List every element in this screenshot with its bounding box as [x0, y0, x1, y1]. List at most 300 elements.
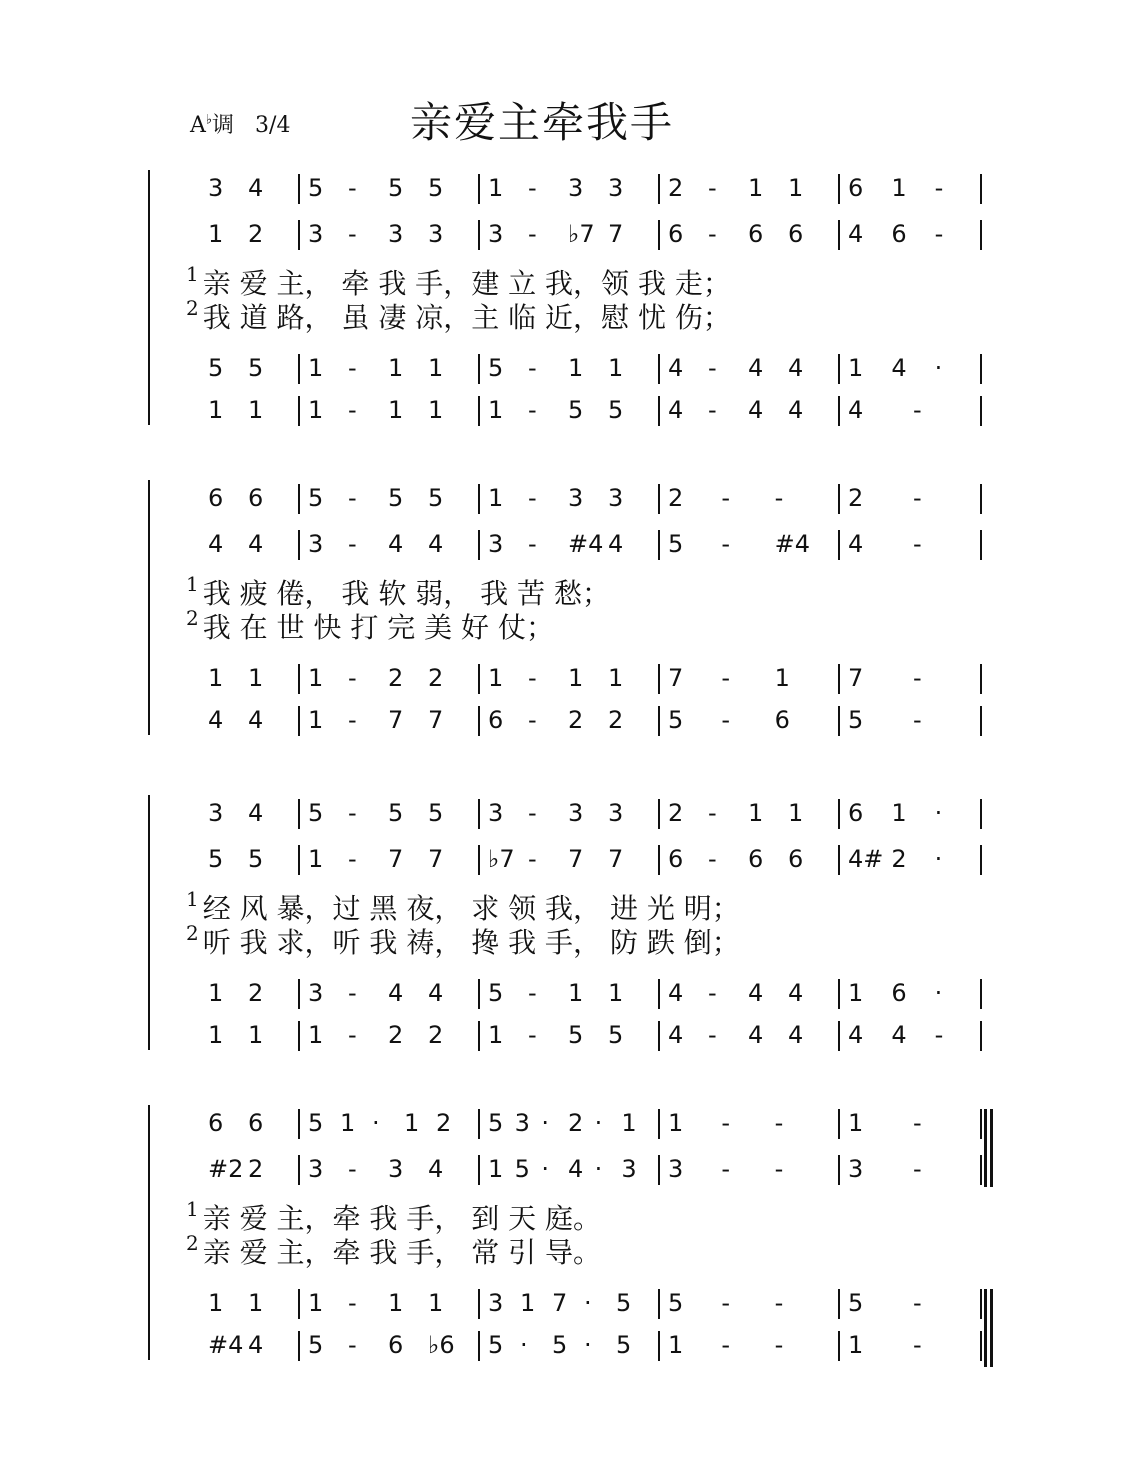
tenor-row: [148, 660, 988, 696]
note-token: 1: [848, 354, 864, 382]
note-token: -: [934, 174, 944, 202]
soprano-row: [148, 1105, 988, 1141]
bar-line: [478, 530, 480, 560]
note-token: 2: [848, 484, 864, 512]
note-token: -: [348, 845, 357, 873]
note-token: -: [708, 354, 717, 382]
tenor-row: [148, 350, 988, 386]
bar-line: [838, 1021, 840, 1051]
note-token: 1: [308, 396, 324, 424]
note-token: 3: [488, 1289, 504, 1317]
alto-row: [148, 1151, 988, 1187]
bar-line: [298, 396, 300, 426]
note-token: 4: [248, 174, 264, 202]
note-token: 4: [748, 354, 764, 382]
note-token: -: [913, 1289, 922, 1317]
verse-number: 2: [186, 921, 199, 945]
note-token: -: [913, 484, 922, 512]
bar-line: [980, 484, 982, 514]
note-token: 1: [788, 174, 804, 202]
note-token: 3: [388, 220, 404, 248]
note-token: ♭7: [488, 845, 515, 873]
note-token: ·: [584, 1289, 592, 1317]
system-bracket: [148, 170, 150, 425]
final-bar-line: [984, 1109, 987, 1187]
lyrics-text: 听 我 求，听 我 祷， 搀 我 手， 防 跌 倒；: [202, 926, 740, 959]
bar-line: [838, 174, 840, 204]
soprano-row: [148, 795, 988, 831]
note-token: -: [708, 799, 717, 827]
note-token: -: [708, 174, 717, 202]
note-token: -: [721, 1289, 730, 1317]
note-token: 2: [436, 1109, 452, 1137]
note-token: 1: [891, 799, 907, 827]
bar-line: [298, 1289, 300, 1319]
verse-number: 2: [186, 296, 199, 320]
bar-line: [298, 845, 300, 875]
note-token: -: [708, 1021, 717, 1049]
note-token: 4: [388, 530, 404, 558]
bar-line: [980, 845, 982, 875]
note-token: 1: [248, 664, 264, 692]
note-token: #4: [774, 530, 811, 558]
note-token: -: [721, 1155, 730, 1183]
note-token: 5: [568, 1021, 584, 1049]
note-token: 5: [428, 174, 444, 202]
note-token: 5: [208, 845, 224, 873]
soprano-row: [148, 170, 988, 206]
note-token: -: [528, 174, 537, 202]
lyrics-text: 我 在 世 快 打 完 美 好 仗；: [202, 611, 554, 644]
note-token: 2: [248, 1155, 264, 1183]
note-token: -: [708, 220, 717, 248]
note-token: 1: [488, 1155, 504, 1183]
bar-line: [838, 1331, 840, 1361]
note-token: 5: [428, 799, 444, 827]
note-token: ·: [372, 1109, 380, 1137]
note-token: -: [913, 706, 922, 734]
bar-line: [298, 1331, 300, 1361]
note-token: 5: [514, 1155, 530, 1183]
note-token: -: [348, 706, 357, 734]
note-token: 4: [248, 799, 264, 827]
lyrics-line: [186, 606, 1026, 646]
lyrics-text: 亲 爱 主，牵 我 手， 常 引 导。: [202, 1236, 602, 1269]
note-token: 7: [428, 706, 444, 734]
bar-line: [478, 396, 480, 426]
note-token: -: [913, 1331, 922, 1359]
note-token: 6: [388, 1331, 404, 1359]
bar-line: [658, 799, 660, 829]
note-token: -: [528, 664, 537, 692]
system-bracket: [148, 480, 150, 735]
note-token: ·: [594, 1155, 603, 1183]
note-token: 4: [668, 979, 684, 1007]
note-token: 4: [428, 1155, 444, 1183]
note-token: 2: [668, 484, 684, 512]
note-token: -: [708, 845, 717, 873]
note-token: -: [528, 220, 537, 248]
score-header: [0, 0, 1135, 160]
note-token: 2: [248, 979, 264, 1007]
bar-line: [980, 396, 982, 426]
note-token: 4: [668, 1021, 684, 1049]
note-token: -: [913, 396, 922, 424]
note-token: 1: [608, 664, 624, 692]
note-token: 6: [748, 220, 764, 248]
bar-line: [980, 664, 982, 694]
bar-line: [980, 1155, 982, 1185]
note-token: -: [774, 1155, 784, 1183]
note-token: 4: [608, 530, 624, 558]
verse-number: 1: [186, 572, 199, 596]
bar-line: [658, 220, 660, 250]
note-token: 3: [608, 799, 624, 827]
lyrics-text: 我 道 路， 虽 凄 凉，主 临 近，慰 忧 伤；: [202, 301, 731, 334]
note-token: 2: [388, 1021, 404, 1049]
note-token: 4: [848, 220, 864, 248]
bar-line: [838, 484, 840, 514]
note-token: 4: [748, 396, 764, 424]
note-token: ·: [934, 979, 943, 1007]
note-token: 5: [568, 396, 584, 424]
note-token: 1: [488, 664, 504, 692]
note-token: 1: [748, 799, 764, 827]
bar-line: [980, 1109, 982, 1139]
note-token: ·: [934, 799, 943, 827]
note-token: 5: [668, 706, 684, 734]
note-token: 5: [488, 1331, 504, 1359]
note-token: 5: [608, 396, 624, 424]
note-token: 7: [848, 664, 864, 692]
bar-line: [298, 1021, 300, 1051]
note-token: 1: [208, 664, 224, 692]
note-token: -: [913, 1155, 922, 1183]
note-token: 6: [891, 979, 907, 1007]
note-token: 2: [608, 706, 624, 734]
bar-line: [298, 1109, 300, 1139]
note-token: ·: [541, 1109, 549, 1137]
note-token: 1: [308, 354, 324, 382]
note-token: -: [348, 664, 357, 692]
note-token: 7: [608, 845, 624, 873]
bar-line: [478, 354, 480, 384]
note-token: 4: [788, 396, 804, 424]
note-token: -: [348, 1331, 357, 1359]
note-token: 4: [248, 1331, 264, 1359]
note-token: 6: [774, 706, 790, 734]
note-token: 1: [248, 1289, 264, 1317]
note-token: 5: [848, 706, 864, 734]
note-token: 6: [208, 1109, 224, 1137]
note-token: 6: [848, 799, 864, 827]
bar-line: [980, 799, 982, 829]
note-token: 3: [608, 484, 624, 512]
note-token: #4: [568, 530, 604, 558]
note-token: 5: [552, 1331, 568, 1359]
note-token: 5: [428, 484, 444, 512]
note-token: 6: [748, 845, 764, 873]
note-token: 1: [208, 220, 224, 248]
bar-line: [838, 354, 840, 384]
note-token: 3: [514, 1109, 530, 1137]
note-token: -: [721, 530, 730, 558]
note-token: 4: [848, 1021, 864, 1049]
lyrics-line: [186, 921, 1026, 961]
note-token: 4#: [848, 845, 884, 873]
note-token: 5: [608, 1021, 624, 1049]
note-token: 4: [568, 1155, 584, 1183]
note-token: -: [528, 979, 537, 1007]
bar-line: [838, 1289, 840, 1319]
soprano-row: [148, 480, 988, 516]
note-token: 1: [788, 799, 804, 827]
note-token: 5: [308, 799, 324, 827]
note-token: 1: [848, 979, 864, 1007]
lyrics-text: 亲 爱 主，牵 我 手， 到 天 庭。: [202, 1202, 602, 1235]
bar-line: [838, 1109, 840, 1139]
note-token: 1: [488, 484, 504, 512]
note-token: 3: [668, 1155, 684, 1183]
note-token: -: [913, 664, 922, 692]
note-token: 1: [668, 1109, 684, 1137]
verse-number: 1: [186, 1197, 199, 1221]
final-bar-line: [990, 1109, 993, 1187]
note-token: 6: [668, 845, 684, 873]
note-token: 3: [428, 220, 444, 248]
bar-line: [658, 1289, 660, 1319]
note-token: 4: [668, 354, 684, 382]
bar-line: [838, 396, 840, 426]
alto-row: [148, 216, 988, 252]
bar-line: [478, 799, 480, 829]
bar-line: [658, 979, 660, 1009]
lyrics-line: [186, 1231, 1026, 1271]
lyrics-text: 亲 爱 主， 牵 我 手，建 立 我，领 我 走；: [202, 267, 731, 300]
system-bracket: [148, 1105, 150, 1360]
note-token: 5: [488, 979, 504, 1007]
note-token: 3: [208, 174, 224, 202]
bar-line: [298, 664, 300, 694]
verse-number: 2: [186, 1231, 199, 1255]
note-token: -: [528, 484, 537, 512]
note-token: 3: [848, 1155, 864, 1183]
note-token: 2: [891, 845, 907, 873]
note-token: 3: [308, 1155, 324, 1183]
bar-line: [658, 396, 660, 426]
note-token: -: [348, 484, 357, 512]
verse-number: 2: [186, 606, 199, 630]
score-system: [148, 170, 988, 430]
bar-line: [478, 1331, 480, 1361]
note-token: -: [774, 1331, 784, 1359]
note-token: -: [528, 1021, 537, 1049]
note-token: #2: [208, 1155, 244, 1183]
note-token: 1: [520, 1289, 536, 1317]
bar-line: [838, 530, 840, 560]
tenor-row: [148, 1285, 988, 1321]
note-token: 5: [308, 1109, 324, 1137]
final-bar-line: [990, 1289, 993, 1367]
bar-line: [658, 1155, 660, 1185]
note-token: 1: [428, 396, 444, 424]
note-token: 5: [388, 484, 404, 512]
note-token: 1: [208, 979, 224, 1007]
note-token: 1: [748, 174, 764, 202]
bar-line: [980, 979, 982, 1009]
note-token: -: [348, 530, 357, 558]
note-token: 1: [208, 1021, 224, 1049]
note-token: 2: [428, 1021, 444, 1049]
note-token: 1: [308, 845, 324, 873]
note-token: -: [708, 396, 717, 424]
bass-row: [148, 392, 988, 428]
note-token: 1: [248, 396, 264, 424]
note-token: 2: [668, 799, 684, 827]
bar-line: [658, 1021, 660, 1051]
note-token: -: [528, 845, 537, 873]
bar-line: [838, 706, 840, 736]
note-token: 5: [616, 1331, 632, 1359]
note-token: 6: [208, 484, 224, 512]
bar-line: [298, 1155, 300, 1185]
note-token: 1: [668, 1331, 684, 1359]
note-token: 4: [788, 354, 804, 382]
note-token: -: [348, 979, 357, 1007]
note-token: 4: [891, 354, 907, 382]
note-token: 6: [668, 220, 684, 248]
note-token: 1: [248, 1021, 264, 1049]
note-token: 1: [621, 1109, 637, 1137]
bar-line: [980, 706, 982, 736]
note-token: 4: [848, 530, 864, 558]
note-token: -: [934, 1021, 944, 1049]
note-token: -: [721, 1331, 730, 1359]
bar-line: [980, 530, 982, 560]
verse-number: 1: [186, 262, 199, 286]
note-token: -: [913, 1109, 922, 1137]
note-token: 1: [388, 354, 404, 382]
note-token: ·: [934, 354, 943, 382]
bar-line: [838, 1155, 840, 1185]
bar-line: [298, 530, 300, 560]
note-token: 1: [308, 1021, 324, 1049]
note-token: 1: [608, 354, 624, 382]
note-token: 2: [568, 1109, 584, 1137]
bar-line: [478, 664, 480, 694]
note-token: 3: [388, 1155, 404, 1183]
note-token: 3: [308, 979, 324, 1007]
note-token: 1: [208, 396, 224, 424]
note-token: 1: [568, 354, 584, 382]
verse-number: 1: [186, 887, 199, 911]
note-token: 4: [388, 979, 404, 1007]
bar-line: [980, 174, 982, 204]
alto-row: [148, 526, 988, 562]
note-token: 7: [428, 845, 444, 873]
bar-line: [658, 664, 660, 694]
note-token: 4: [248, 706, 264, 734]
note-token: -: [348, 1021, 357, 1049]
note-token: 3: [208, 799, 224, 827]
note-token: 6: [788, 220, 804, 248]
note-token: 5: [488, 354, 504, 382]
score-system: [148, 480, 988, 740]
note-token: 4: [668, 396, 684, 424]
bar-line: [298, 174, 300, 204]
note-token: -: [528, 354, 537, 382]
note-token: ·: [541, 1155, 549, 1183]
note-token: 1: [428, 354, 444, 382]
score-system: [148, 1105, 988, 1365]
note-token: 6: [248, 484, 264, 512]
note-token: 7: [668, 664, 684, 692]
note-token: 6: [891, 220, 907, 248]
note-token: 5: [248, 845, 264, 873]
score-system: [148, 795, 988, 1055]
note-token: 1: [340, 1109, 356, 1137]
note-token: 5: [208, 354, 224, 382]
note-token: 5: [388, 174, 404, 202]
note-token: -: [348, 1155, 357, 1183]
note-token: #4: [208, 1331, 244, 1359]
bar-line: [298, 220, 300, 250]
note-token: -: [528, 396, 537, 424]
bass-row: [148, 1327, 988, 1363]
note-token: 5: [248, 354, 264, 382]
bass-row: [148, 702, 988, 738]
note-token: 1: [774, 664, 790, 692]
bar-line: [658, 1109, 660, 1139]
bar-line: [658, 484, 660, 514]
bar-line: [658, 530, 660, 560]
note-token: ♭7: [568, 220, 595, 248]
bar-line: [838, 845, 840, 875]
note-token: 3: [568, 484, 584, 512]
note-token: 4: [248, 530, 264, 558]
bar-line: [478, 1289, 480, 1319]
key-signature: A♭调 3/4: [190, 112, 291, 138]
bar-line: [980, 1331, 982, 1361]
note-token: 5: [848, 1289, 864, 1317]
alto-row: [148, 841, 988, 877]
bar-line: [658, 706, 660, 736]
note-token: -: [348, 354, 357, 382]
note-token: -: [348, 174, 357, 202]
note-token: 6: [848, 174, 864, 202]
note-token: 4: [428, 979, 444, 1007]
note-token: -: [721, 664, 730, 692]
note-token: 5: [488, 1109, 504, 1137]
bar-line: [298, 799, 300, 829]
bar-line: [298, 706, 300, 736]
note-token: 1: [388, 1289, 404, 1317]
bar-line: [478, 484, 480, 514]
note-token: 1: [568, 979, 584, 1007]
note-token: 3: [488, 799, 504, 827]
bar-line: [298, 484, 300, 514]
note-token: ♭6: [428, 1331, 455, 1359]
note-token: ·: [584, 1331, 592, 1359]
note-token: -: [721, 484, 730, 512]
note-token: 1: [308, 706, 324, 734]
note-token: 6: [788, 845, 804, 873]
note-token: -: [774, 1109, 784, 1137]
bar-line: [298, 354, 300, 384]
bar-line: [298, 979, 300, 1009]
note-token: 1: [848, 1109, 864, 1137]
note-token: -: [774, 484, 784, 512]
